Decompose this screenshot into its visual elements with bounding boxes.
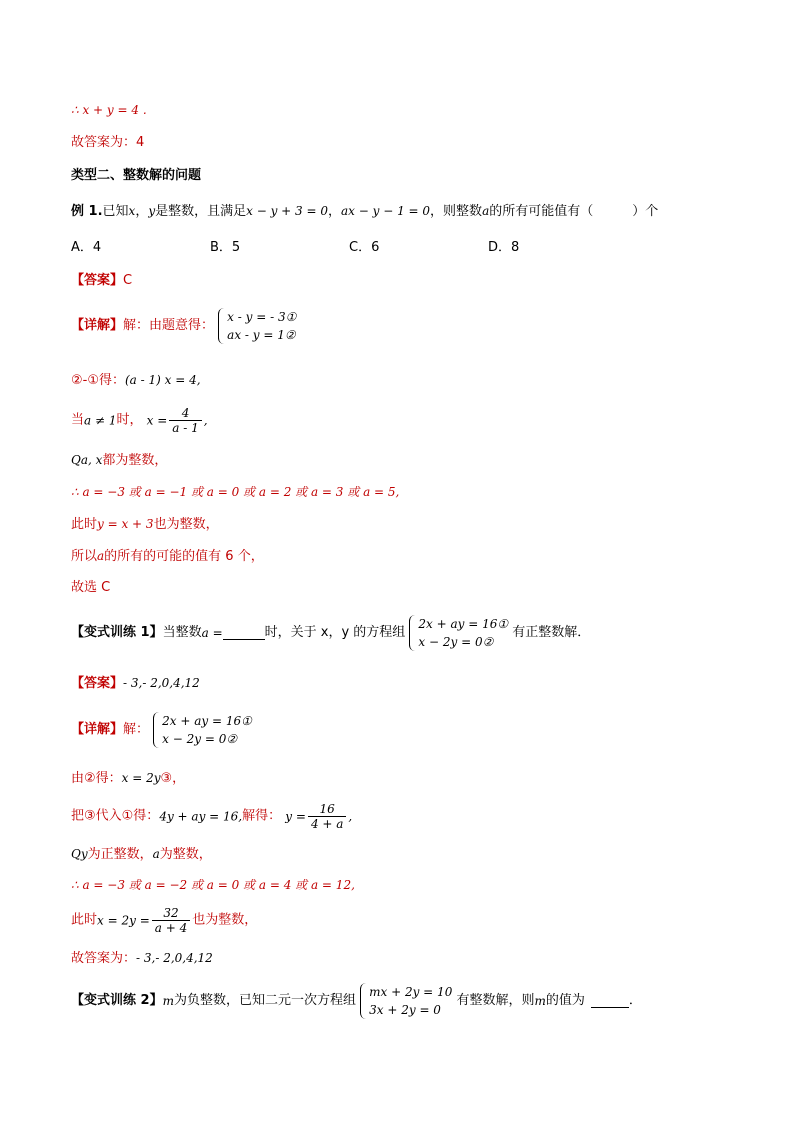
example-1-step-2: 当a ≠ 1时， x = $\frac{4}{a - 1}$ ,: [71, 406, 208, 435]
training-1-detail: 【详解】解： 2x + ay = 16① x − 2y = 0②: [71, 714, 252, 746]
therefore-line: ∴ x + y = 4 .: [71, 103, 147, 117]
option-c: C．6: [349, 240, 380, 255]
example-1-detail: 【详解】解：由题意得： x - y = - 3① ax - y = 1②: [71, 310, 297, 342]
example-1-options: [71, 238, 627, 258]
equation-system: mx + 2y = 10 3x + 2y = 0: [360, 983, 452, 1019]
equation-system: 2x + ay = 16① x − 2y = 0②: [409, 615, 508, 651]
training-1-step-2: 把③代入①得：4y + ay = 16,解得： y = $\frac{16}{4 + a}$ ,: [71, 802, 353, 831]
training-1-question: 【变式训练 1】当整数a = 时，关于 x，y 的方程组 2x + ay = 16① x − 2y = 0② 有正整数解．: [71, 617, 591, 649]
example-1-step-1: ②-①得：(a - 1) x = 4,: [71, 373, 201, 388]
training-1-step-4: ∴ a = −3 或 a = −2 或 a = 0 或 a = 4 或 a = 12,: [71, 878, 355, 892]
training-1-step-5: 此时x = 2y = $\frac{32}{a + 4}$ 也为整数，: [71, 906, 258, 935]
example-1-question: 例 1.已知x，y是整数，且满足x − y + 3 = 0，ax − y − 1 = 0，则整数a的所有可能值有（ ）个: [71, 204, 659, 219]
training-1-step-1: 由②得：x = 2y③，: [71, 771, 186, 786]
training-1-answer: 【答案】- 3,- 2,0,4,12: [71, 676, 200, 691]
example-1-step-6: 所以a的所有的可能的值有 6 个，: [71, 549, 264, 564]
answer-line-1: 故答案为：4: [71, 135, 145, 150]
option-b: B．5: [210, 240, 241, 255]
section-heading: 类型二、整数解的问题: [71, 168, 202, 183]
fraction: $\frac{32}{a + 4}$: [152, 906, 190, 935]
fraction: $\frac{16}{4 + a}$: [308, 802, 346, 831]
option-d: D．8: [488, 240, 520, 255]
fraction: $\frac{4}{a - 1}$: [169, 406, 201, 435]
training-1-step-3: Qy为正整数，a为整数，: [71, 847, 212, 862]
answer-blank[interactable]: [591, 995, 629, 1008]
example-1-step-5: 此时y = x + 3也为整数，: [71, 517, 219, 532]
training-1-step-6: 故答案为：- 3,- 2,0,4,12: [71, 951, 213, 966]
training-2-question: 【变式训练 2】m为负整数，已知二元一次方程组 mx + 2y = 10 3x + 2y = 0 有整数解，则m的值为 ．: [71, 985, 642, 1017]
answer-blank[interactable]: [223, 627, 265, 640]
example-1-step-4: ∴ a = −3 或 a = −1 或 a = 0 或 a = 2 或 a = 3 或 a = 5,: [71, 485, 400, 499]
example-1-step-7: 故选 C: [71, 580, 111, 595]
equation-system: 2x + ay = 16① x − 2y = 0②: [153, 712, 252, 748]
equation-system: x - y = - 3① ax - y = 1②: [218, 308, 296, 344]
example-1-step-3: Qa, x都为整数，: [71, 453, 168, 468]
example-label: 例 1.: [71, 204, 103, 219]
option-a: A．4: [71, 240, 102, 255]
example-1-answer: 【答案】C: [71, 273, 133, 288]
